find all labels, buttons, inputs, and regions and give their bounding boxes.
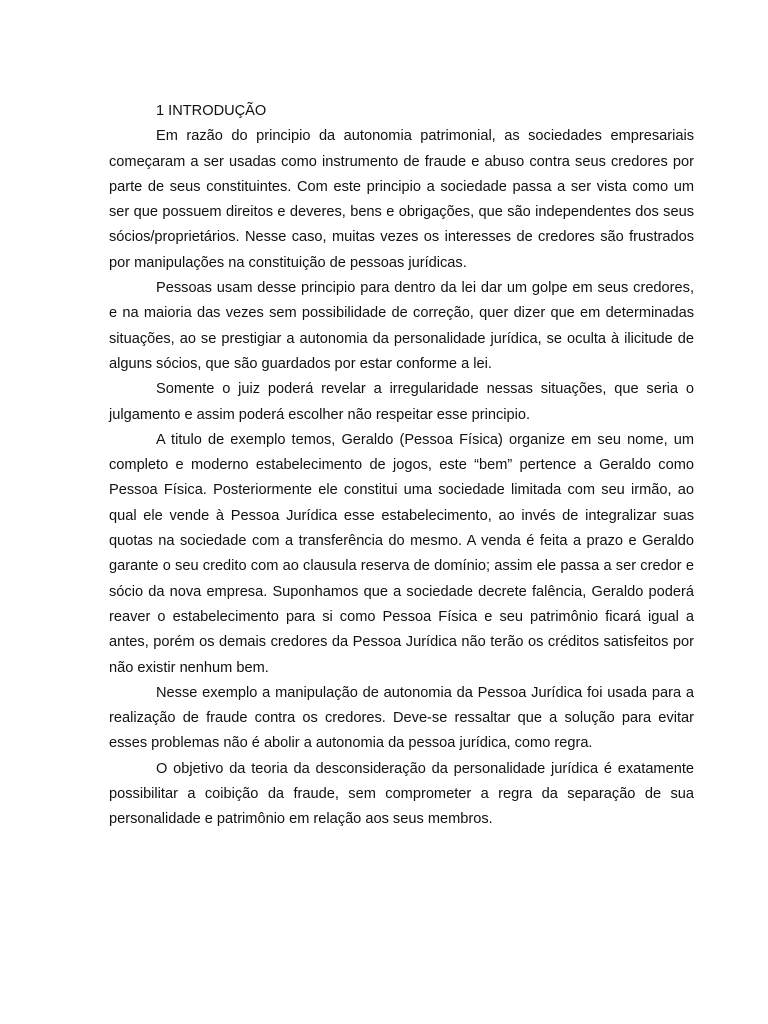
document-page xyxy=(109,99,694,833)
section-heading: 1 INTRODUÇÃO xyxy=(156,103,267,119)
paragraph-3: Somente o juiz poderá revelar a irregularidade nessas situações, que seria o julgamento e assim poderá escolher não respeitar esse principio. xyxy=(109,381,694,423)
paragraph-5: Nesse exemplo a manipulação de autonomia da Pessoa Jurídica foi usada para a realização de fraude contra os credores. Deve-se ressaltar que a solução para evitar esses problemas não é abolir a autonomia da pessoa jurídica, como regra. xyxy=(109,684,694,752)
paragraph-1: Em razão do principio da autonomia patrimonial, as sociedades empresariais começaram a ser usadas como instrumento de fraude e abuso contra seus credores por parte de seus constituintes. Com este principio a sociedade passa a ser vista como um ser que possuem direitos e deveres, bens e obrigações, que são independentes dos seus sócios/proprietários. Nesse caso, muitas vezes os interesses de credores são frustrados por manipulações na constituição de pessoas jurídicas. xyxy=(109,128,694,271)
paragraph-4: A titulo de exemplo temos, Geraldo (Pessoa Física) organize em seu nome, um completo e moderno estabelecimento de jogos, este “bem” pertence a Geraldo como Pessoa Física. Posteriormente ele constitui uma sociedade limitada com seu irmão, ao qual ele vende à Pessoa Jurídica esse estabelecimento, ao invés de integralizar suas quotas na sociedade com a transferência do mesmo. A venda é feita a prazo e Geraldo garante o seu credito com ao clausula reserva de domínio; assim ele passa a ser credor e sócio da nova empresa. Suponhamos que a sociedade decrete falência, Geraldo poderá reaver o estabelecimento para si como Pessoa Física e seu patrimônio ficará igual a antes, porém os demais credores da Pessoa Jurídica não terão os créditos satisfeitos por não existir nenhum bem. xyxy=(109,431,694,676)
paragraph-6: O objetivo da teoria da desconsideração da personalidade jurídica é exatamente possibilitar a coibição da fraude, sem comprometer a regra da separação de sua personalidade e patrimônio em relação aos seus membros. xyxy=(109,760,694,828)
paragraph-2: Pessoas usam desse principio para dentro da lei dar um golpe em seus credores, e na maioria das vezes sem possibilidade de correção, quer dizer que em determinadas situações, ao se prestigiar a autonomia da personalidade jurídica, se oculta à ilicitude de alguns sócios, que são guardados por estar conforme a lei. xyxy=(109,280,694,372)
